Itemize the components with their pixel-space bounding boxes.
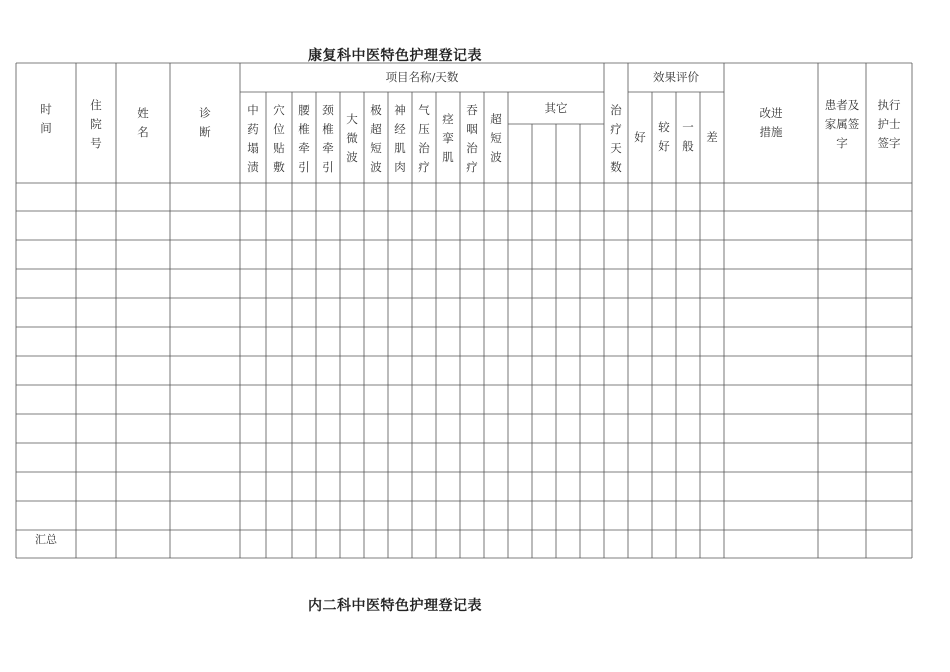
header-project-cervical-traction: 颈 椎 牵 引	[322, 103, 334, 174]
header-project-pneumatic: 气 压 治 疗	[418, 103, 430, 174]
header-diagnosis: 诊 断	[199, 106, 211, 139]
table-title: 康复科中医特色护理登记表	[308, 48, 482, 64]
header-effect-group: 效果评价	[653, 70, 699, 84]
header-time: 时 间	[40, 102, 52, 135]
header-project-swallow-therapy: 吞 咽 治 疗	[466, 103, 478, 174]
header-effect-good: 好	[634, 130, 646, 144]
header-effect-average: 一 般	[682, 120, 694, 153]
header-project-spastic-muscle: 痉 挛 肌	[442, 112, 454, 164]
header-project-microwave: 大 微 波	[346, 112, 358, 164]
header-effect-poor: 差	[706, 130, 718, 144]
header-project-group: 项目名称/天数	[385, 70, 459, 84]
header-nurse-sign: 执行 护士 签字	[877, 98, 901, 150]
header-patient-sign: 患者及 家属签 字	[824, 98, 860, 150]
header-project-ultrashort-wave-extreme: 极 超 短 波	[370, 103, 382, 174]
header-other: 其它	[544, 101, 568, 115]
header-admission-no: 住 院 号	[90, 98, 102, 150]
header-name: 姓 名	[137, 106, 149, 139]
header-project-neuromuscular: 神 经 肌 肉	[394, 103, 406, 174]
header-improvement: 改进 措施	[759, 106, 783, 139]
header-effect-fairly-good: 较 好	[658, 120, 670, 153]
header-treatment-days: 治 疗 天 数	[610, 103, 622, 174]
header-project-herbal-compress: 中 药 塌 渍	[247, 103, 259, 174]
table-title-second: 内二科中医特色护理登记表	[308, 598, 482, 614]
summary-row-label: 汇总	[35, 533, 57, 546]
header-project-lumbar-traction: 腰 椎 牵 引	[298, 103, 310, 174]
header-project-ultrashort-wave: 超 短 波	[490, 112, 502, 164]
header-project-acupoint-patch: 穴 位 贴 敷	[273, 103, 285, 174]
